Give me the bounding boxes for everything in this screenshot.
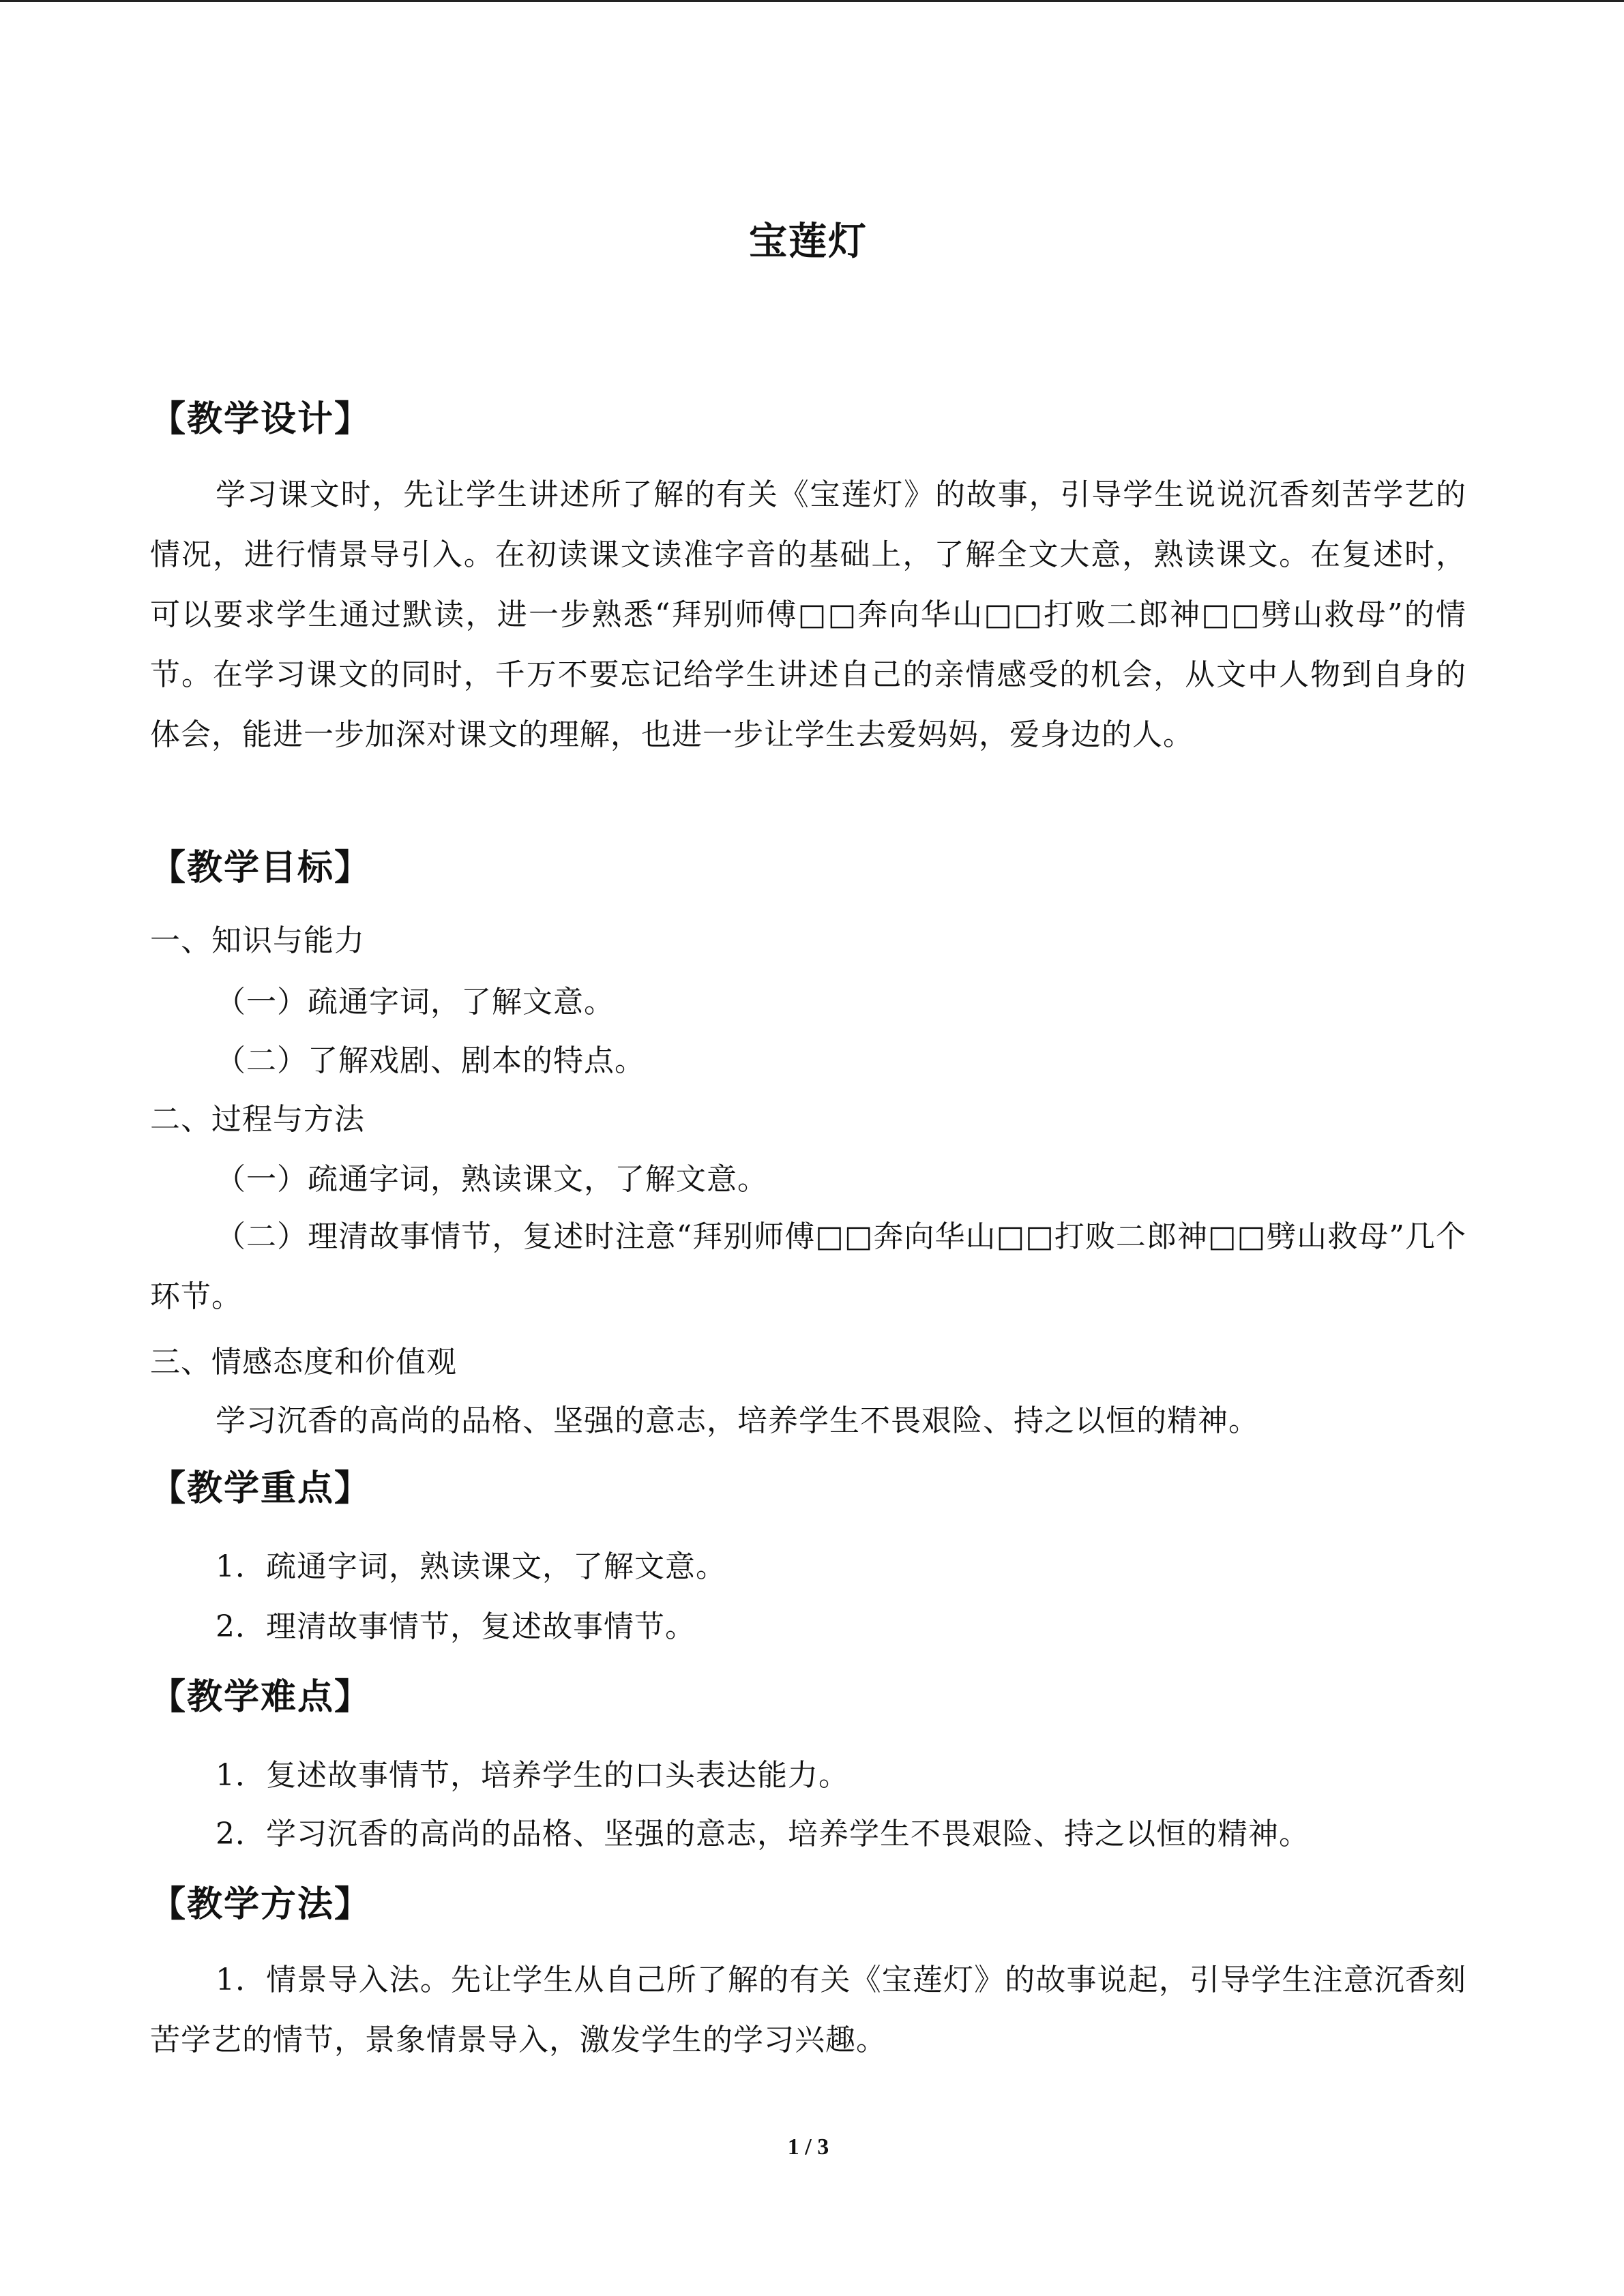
goals-part2-item2: （二）理清故事情节，复述时注意“拜别师傅□□奔向华山□□打败二郎神□□劈山救母”几个环节。	[150, 1219, 1466, 1314]
goals-part1-title: 一、知识与能力	[150, 923, 365, 958]
goals-part3-item1: 学习沉香的高尚的品格、坚强的意志，培养学生不畏艰险、持之以恒的精神。	[216, 1403, 1259, 1438]
section-heading-key-points: 【教学重点】	[150, 1467, 372, 1509]
goals-part3-title: 三、情感态度和价值观	[150, 1345, 457, 1380]
goals-part2-item1: （一）疏通字词，熟读课文，了解文意。	[216, 1162, 768, 1197]
difficulties-item2: 2．学习沉香的高尚的品格、坚强的意志，培养学生不畏艰险、持之以恒的精神。	[216, 1817, 1310, 1851]
goals-part1-item2: （二）了解戏剧、剧本的特点。	[216, 1043, 645, 1078]
methods-item1: 1．情景导入法。先让学生从自己所了解的有关《宝莲灯》的故事说起，引导学生注意沉香刻苦学艺的情节，景象情景导入，激发学生的学习兴趣。	[150, 1963, 1466, 2057]
page-number: 1 / 3	[787, 2134, 829, 2160]
section-heading-methods: 【教学方法】	[150, 1883, 372, 1925]
document-title: 宝莲灯	[749, 219, 868, 264]
key-points-item2: 2．理清故事情节，复述故事情节。	[216, 1609, 696, 1644]
goals-part2-title: 二、过程与方法	[150, 1102, 365, 1137]
section-heading-goals: 【教学目标】	[150, 847, 372, 889]
key-points-item1: 1．疏通字词，熟读课文，了解文意。	[216, 1549, 726, 1584]
page-top-border	[0, 0, 1624, 2]
section-heading-difficulties: 【教学难点】	[150, 1676, 372, 1718]
difficulties-item1: 1．复述故事情节，培养学生的口头表达能力。	[216, 1758, 849, 1793]
section-heading-design: 【教学设计】	[150, 398, 372, 440]
goals-part1-item1: （一）疏通字词，了解文意。	[216, 985, 615, 1019]
design-paragraph: 学习课文时，先让学生讲述所了解的有关《宝莲灯》的故事，引导学生说说沉香刻苦学艺的情况，进行情景导引入。在初读课文读准字音的基础上，了解全文大意，熟读课文。在复述时，可以要求学生通过默读，进一步熟悉“拜别师傅□□奔向华山□□打败二郎神□□劈山救母”的情节。在学习课文的同时，千万不要忘记给学生讲述自己的亲情感受的机会，从文中人物到自身的体会，能进一步加深对课文的理解，也进一步让学生去爱妈妈，爱身边的人。	[150, 477, 1466, 752]
